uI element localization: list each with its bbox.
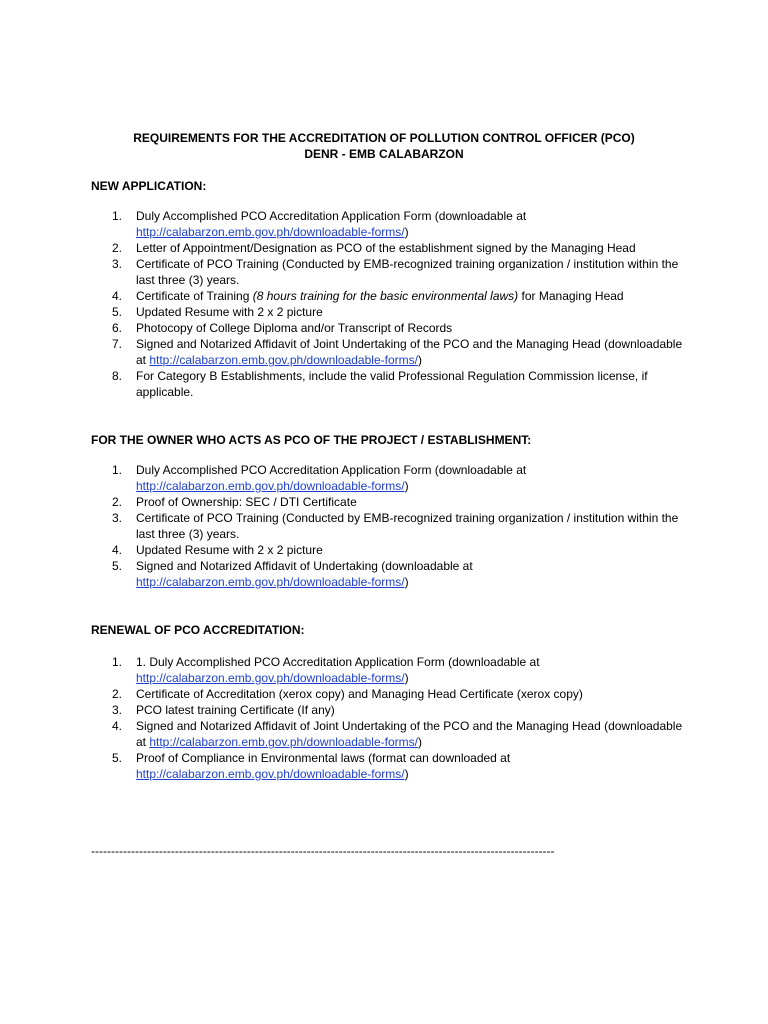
item-number: 1. [112,655,123,669]
list-item [112,542,692,558]
item-number: 4. [112,543,123,557]
item-number: 5. [112,305,123,319]
item-text: Updated Resume with 2 x 2 picture [136,543,323,557]
item-text-suffix: ) [404,225,409,239]
list-item [112,558,692,590]
item-text: Photocopy of College Diploma and/or Transcript of Records [136,321,453,335]
item-text: Updated Resume with 2 x 2 picture [136,305,323,319]
item-text-suffix: ) [404,767,409,781]
item-text-suffix: ) [417,735,422,749]
item-number: 5. [112,559,123,573]
item-text: Certificate of Training [136,289,253,303]
item-number: 3. [112,257,123,271]
item-number: 2. [112,495,123,509]
download-link[interactable]: http://calabarzon.emb.gov.ph/downloadable-forms/ [149,353,418,367]
download-link[interactable]: http://calabarzon.emb.gov.ph/downloadable-forms/ [136,767,405,781]
list-item [112,240,692,256]
item-text: 1. Duly Accomplished PCO Accreditation Application Form (downloadable at [136,655,540,669]
item-text: Signed and Notarized Affidavit of Joint Undertaking of the PCO and the Managing Head (downloadable at [136,337,683,367]
item-number: 4. [112,719,123,733]
download-link[interactable]: http://calabarzon.emb.gov.ph/downloadable-forms/ [136,479,405,493]
list-item [112,718,692,750]
item-text-italic: (8 hours training for the basic environmental laws) [252,289,519,303]
item-number: 7. [112,337,123,351]
item-text-suffix: ) [404,575,409,589]
section-heading-owner: FOR THE OWNER WHO ACTS AS PCO OF THE PROJECT / ESTABLISHMENT: [91,433,532,447]
item-text-suffix: for Managing Head [518,289,624,303]
item-text: Proof of Compliance in Environmental laws (format can downloaded at [136,751,511,765]
item-text-suffix: ) [417,353,422,367]
list-item [112,750,692,782]
item-number: 2. [112,241,123,255]
list-item [112,304,692,320]
document-title: REQUIREMENTS FOR THE ACCREDITATION OF POLLUTION CONTROL OFFICER (PCO) [133,131,635,145]
item-text: Certificate of Accreditation (xerox copy) and Managing Head Certificate (xerox copy) [136,687,583,701]
item-text: PCO latest training Certificate (If any) [136,703,335,717]
item-number: 3. [112,511,123,525]
list-item [112,256,692,288]
list-item [112,462,692,494]
item-number: 1. [112,463,123,477]
item-text: Certificate of PCO Training (Conducted by EMB-recognized training organization / institution within the last three (3) years. [136,511,679,541]
item-text: Signed and Notarized Affidavit of Joint Undertaking of the PCO and the Managing Head (downloadable at [136,719,683,749]
item-number: 6. [112,321,123,335]
section-heading-new-application: NEW APPLICATION: [91,179,207,193]
item-text: For Category B Establishments, include the valid Professional Regulation Commission license, if applicable. [136,369,648,399]
download-link[interactable]: http://calabarzon.emb.gov.ph/downloadable-forms/ [136,575,405,589]
owner-list [112,462,692,590]
item-text-suffix: ) [404,671,409,685]
download-link[interactable]: http://calabarzon.emb.gov.ph/downloadable-forms/ [136,671,405,685]
list-item [112,320,692,336]
section-heading-renewal: RENEWAL OF PCO ACCREDITATION: [91,623,305,637]
item-text: Signed and Notarized Affidavit of Undertaking (downloadable at [136,559,473,573]
item-number: 4. [112,289,123,303]
item-number: 8. [112,369,123,383]
new-application-list [112,208,692,400]
item-number: 2. [112,687,123,701]
renewal-list [112,654,692,782]
item-number: 5. [112,751,123,765]
item-text: Proof of Ownership: SEC / DTI Certificate [136,495,357,509]
item-text: Letter of Appointment/Designation as PCO of the establishment signed by the Managing Head [136,241,636,255]
list-item [112,654,692,686]
list-item [112,368,692,400]
download-link[interactable]: http://calabarzon.emb.gov.ph/downloadable-forms/ [149,735,418,749]
list-item [112,336,692,368]
item-text: Duly Accomplished PCO Accreditation Application Form (downloadable at [136,209,527,223]
list-item [112,686,692,702]
item-number: 1. [112,209,123,223]
item-text-suffix: ) [404,479,409,493]
list-item [112,702,692,718]
list-item [112,288,692,304]
list-item [112,494,692,510]
item-number: 3. [112,703,123,717]
document-subtitle: DENR - EMB CALABARZON [304,147,464,161]
separator-line: -------------------------------------------------------------------------------------------------------------------- [91,844,555,858]
list-item [112,208,692,240]
item-text: Duly Accomplished PCO Accreditation Application Form (downloadable at [136,463,527,477]
item-text: Certificate of PCO Training (Conducted by EMB-recognized training organization / institution within the last three (3) years. [136,257,679,287]
list-item [112,510,692,542]
download-link[interactable]: http://calabarzon.emb.gov.ph/downloadable-forms/ [136,225,405,239]
